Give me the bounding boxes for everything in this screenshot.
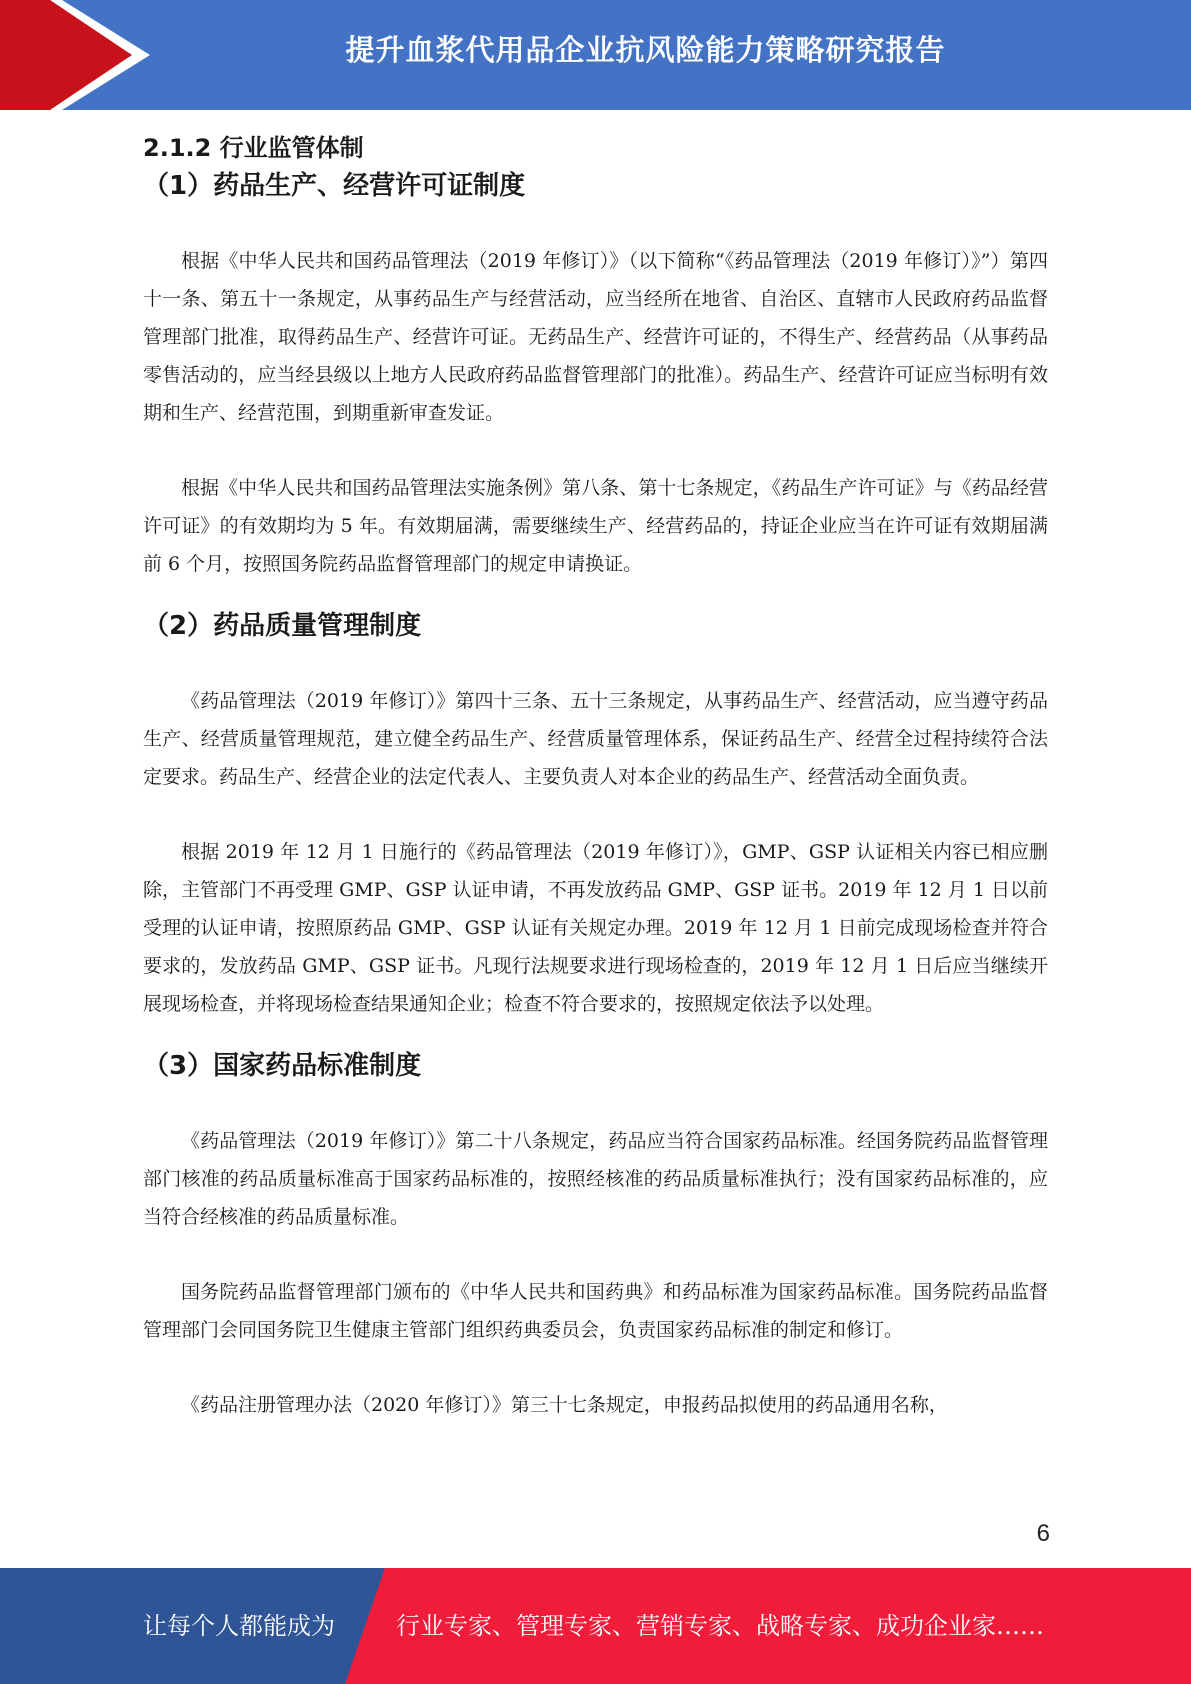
- paragraph: 根据《中华人民共和国药品管理法（2019 年修订）》（以下简称“《药品管理法（2019 年修订）》”）第四十一条、第五十一条规定，从事药品生产与经营活动，应当经所在地省、自治区、直辖市人民政府药品监督管理部门批准，取得药品生产、经营许可证。无药品生产、经营许可证的，不得生产、经营药品（从事药品零售活动的，应当经县级以上地方人民政府药品监督管理部门的批准）。药品生产、经营许可证应当标明有效期和生产、经营范围，到期重新审查发证。: [143, 250, 1048, 424]
- paragraph: 《药品管理法（2019 年修订）》第四十三条、五十三条规定，从事药品生产、经营活动，应当遵守药品生产、经营质量管理规范，建立健全药品生产、经营质量管理体系，保证药品生产、经营全过程持续符合法定要求。药品生产、经营企业的法定代表人、主要负责人对本企业的药品生产、经营活动全面负责。: [143, 690, 1048, 788]
- main-content: [143, 130, 1048, 1424]
- page-number: 6: [1036, 1520, 1050, 1547]
- footer-slogan-left: 让每个人都能成为: [143, 1612, 335, 1640]
- report-title: 提升血浆代用品企业抗风险能力策略研究报告: [345, 33, 946, 67]
- subsection-heading-1: （1）药品生产、经营许可证制度: [143, 171, 526, 201]
- header-chevron-decoration: [0, 0, 160, 110]
- section-heading: 2.1.2 行业监管体制: [143, 134, 364, 162]
- paragraph: 《药品管理法（2019 年修订）》第二十八条规定，药品应当符合国家药品标准。经国务院药品监督管理部门核准的药品质量标准高于国家药品标准的，按照经核准的药品质量标准执行；没有国家药品标准的，应当符合经核准的药品质量标准。: [143, 1130, 1048, 1228]
- page-header: [0, 0, 1191, 110]
- subsection-heading-2: （2）药品质量管理制度: [143, 611, 422, 641]
- footer-slogan-right: 行业专家、管理专家、营销专家、战略专家、成功企业家……: [396, 1612, 1044, 1640]
- paragraph: 国务院药品监督管理部门颁布的《中华人民共和国药典》和药品标准为国家药品标准。国务院药品监督管理部门会同国务院卫生健康主管部门组织药典委员会，负责国家药品标准的制定和修订。: [143, 1281, 1048, 1341]
- paragraph: 根据 2019 年 12 月 1 日施行的《药品管理法（2019 年修订）》，GMP、GSP 认证相关内容已相应删除，主管部门不再受理 GMP、GSP 认证申请，不再发放药品 GMP、GSP 证书。2019 年 12 月 1 日以前受理的认证申请，按照原药品 GMP、GSP 认证有关规定办理。2019 年 12 月 1 日前完成现场检查并符合要求的，发放药品 GMP、GSP 证书。凡现行法规要求进行现场检查的，2019 年 12 月 1 日后应当继续开展现场检查，并将现场检查结果通知企业；检查不符合要求的，按照规定依法予以处理。: [143, 841, 1049, 1015]
- paragraph: 根据《中华人民共和国药品管理法实施条例》第八条、第十七条规定，《药品生产许可证》与《药品经营许可证》的有效期均为 5 年。有效期届满，需要继续生产、经营药品的，持证企业应当在许可证有效期届满前 6 个月，按照国务院药品监督管理部门的规定申请换证。: [143, 477, 1048, 575]
- subsection-heading-3: （3）国家药品标准制度: [143, 1051, 422, 1081]
- paragraph: 《药品注册管理办法（2020 年修订）》第三十七条规定，申报药品拟使用的药品通用名称，: [181, 1394, 948, 1416]
- page-footer: [0, 1568, 1191, 1684]
